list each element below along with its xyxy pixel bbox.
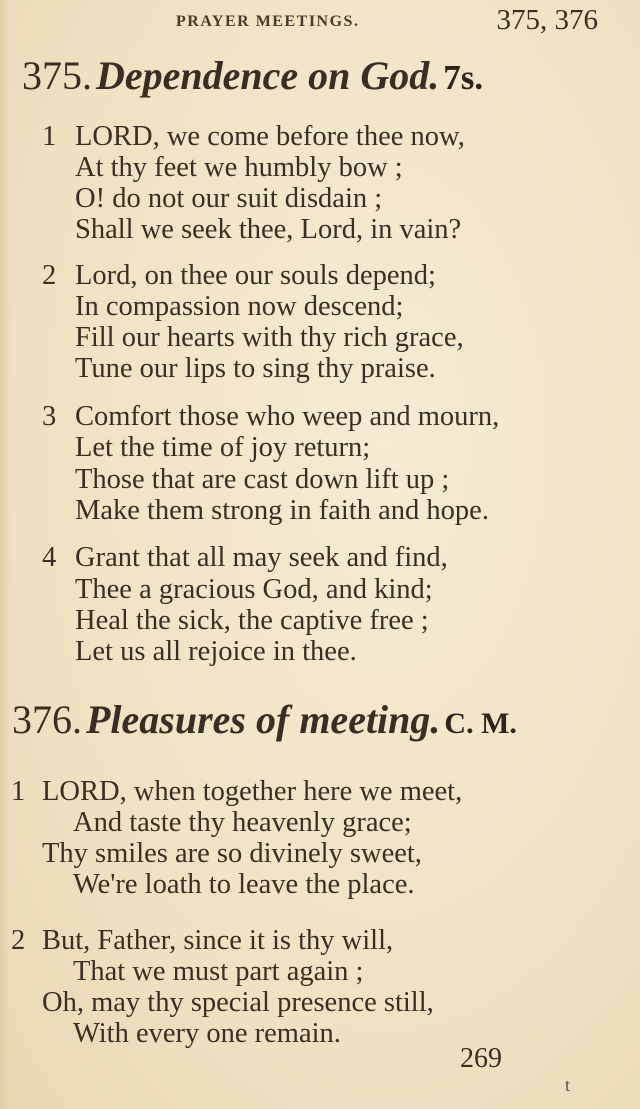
verse-line: Let us all rejoice in thee. xyxy=(75,636,357,667)
verse-line: But, Father, since it is thy will, xyxy=(42,925,394,956)
stanza-number: 3 xyxy=(42,401,57,432)
running-title: PRAYER MEETINGS. xyxy=(176,13,360,30)
hymn-376-heading xyxy=(12,696,517,743)
verse-line: LORD, when together here we meet, xyxy=(42,776,463,807)
hymn-375-heading xyxy=(22,52,483,99)
running-header xyxy=(0,4,600,36)
stanza-number: 4 xyxy=(42,542,57,573)
verse-line: Shall we seek thee, Lord, in vain? xyxy=(75,214,462,245)
stanza-number: 2 xyxy=(42,260,57,291)
verse-line: Heal the sick, the captive free ; xyxy=(75,605,429,636)
stanza-number: 1 xyxy=(11,776,26,807)
stanza-number: 1 xyxy=(42,121,57,152)
running-hymn-numbers: 375, 376 xyxy=(496,4,598,36)
verse-line: In compassion now descend; xyxy=(75,291,404,322)
verse-line: Fill our hearts with thy rich grace, xyxy=(75,322,464,353)
verse-line: Let the time of joy return; xyxy=(75,432,371,463)
verse-line: Thee a gracious God, and kind; xyxy=(75,574,433,605)
verse-line: Thy smiles are so divinely sweet, xyxy=(42,838,422,869)
verse-line: Grant that all may seek and find, xyxy=(75,542,448,573)
printer-mark: t xyxy=(565,1075,571,1095)
verse-line: Comfort those who weep and mourn, xyxy=(75,401,500,432)
hymn-meter: C. M. xyxy=(444,707,517,740)
verse-line: We're loath to leave the place. xyxy=(73,869,415,900)
verse-line: Lord, on thee our souls depend; xyxy=(75,260,436,291)
verse-line: With every one remain. xyxy=(73,1018,341,1049)
verse-line: O! do not our suit disdain ; xyxy=(75,183,383,214)
verse-line: And taste thy heavenly grace; xyxy=(73,807,412,838)
verse-line: At thy feet we humbly bow ; xyxy=(75,152,403,183)
verse-line: Those that are cast down lift up ; xyxy=(75,464,450,495)
verse-line: Tune our lips to sing thy praise. xyxy=(75,353,436,384)
verse-line: That we must part again ; xyxy=(73,956,364,987)
hymn-title: Dependence on God. xyxy=(96,53,440,98)
verse-line: Make them strong in faith and hope. xyxy=(75,495,489,526)
verse-line: Oh, may thy special presence still, xyxy=(42,987,434,1018)
verse-line: LORD, we come before thee now, xyxy=(75,121,465,152)
page-number: 269 xyxy=(460,1043,502,1074)
hymn-meter: 7s. xyxy=(443,58,484,97)
page-edge-shadow xyxy=(0,0,10,1109)
hymn-number: 376. xyxy=(12,697,82,742)
hymn-title: Pleasures of meeting. xyxy=(86,697,441,742)
stanza-number: 2 xyxy=(11,925,26,956)
hymn-number: 375. xyxy=(22,53,92,98)
